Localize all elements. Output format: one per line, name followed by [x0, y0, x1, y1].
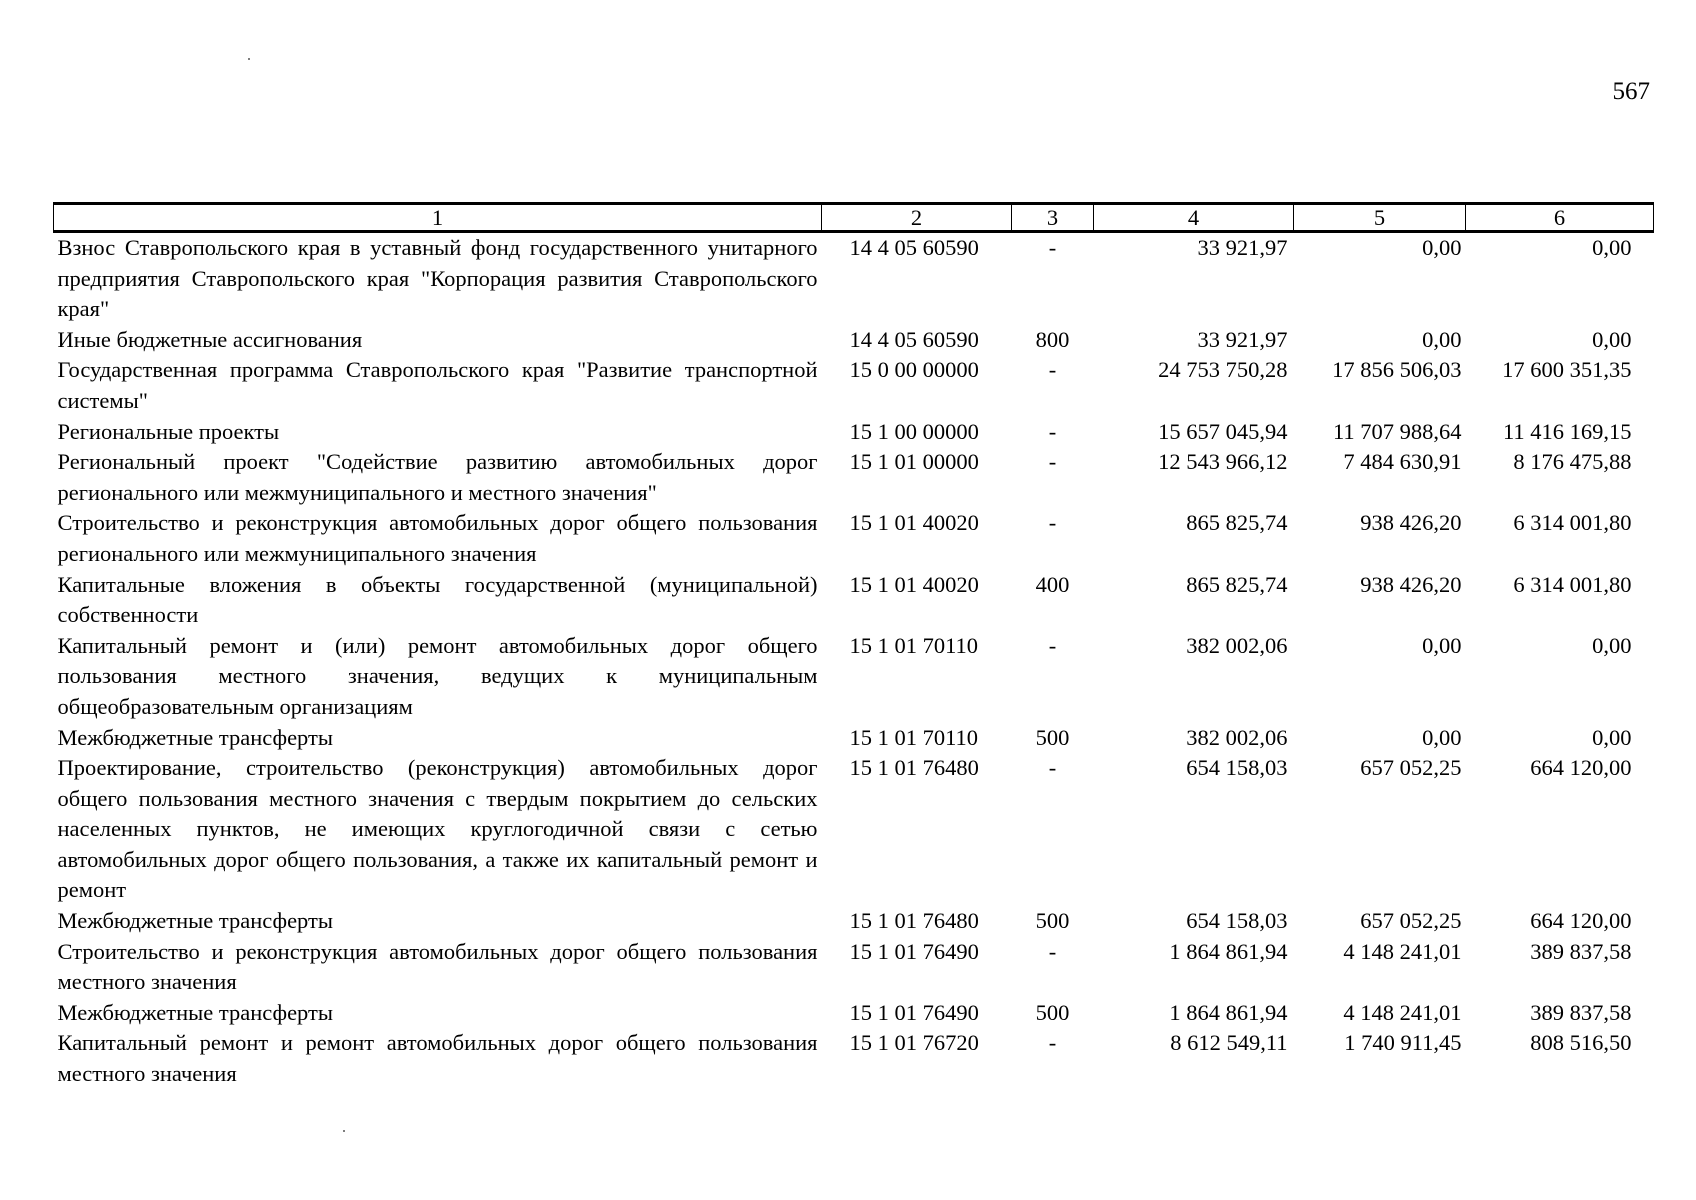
row-amount-col6: 17 600 351,35	[1502, 357, 1632, 383]
row-amount-col6: 8 176 475,88	[1513, 449, 1632, 475]
row-amount-col5: 0,00	[1422, 724, 1462, 750]
row-expense-type: -	[1048, 235, 1057, 260]
table-row	[54, 937, 1654, 998]
row-amount-col4: 1 864 861,94	[1169, 938, 1288, 964]
table-row	[54, 355, 1654, 416]
table-row	[54, 998, 1654, 1029]
row-amount-col5: 0,00	[1422, 326, 1462, 352]
row-amount-col5: 938 426,20	[1360, 571, 1462, 597]
row-amount-col5: 17 856 506,03	[1332, 357, 1462, 383]
row-name: Межбюджетные трансферты	[57, 999, 333, 1025]
row-amount-col6: 808 516,50	[1530, 1030, 1632, 1056]
page-number: 567	[1612, 78, 1650, 105]
row-amount-col6: 11 416 169,15	[1502, 418, 1632, 444]
table-row	[54, 417, 1654, 448]
table-row	[54, 631, 1654, 723]
table-row	[54, 1028, 1654, 1089]
table-row	[54, 723, 1654, 754]
row-amount-col6: 6 314 001,80	[1513, 571, 1632, 597]
row-amount-col4: 654 158,03	[1186, 755, 1288, 781]
table-row	[54, 508, 1654, 569]
row-target-code: 15 1 01 76490	[849, 938, 979, 964]
scan-speck	[343, 1130, 345, 1132]
budget-table	[53, 202, 1654, 1090]
column-header-1: 1	[54, 204, 822, 232]
table-body	[54, 232, 1654, 1090]
row-expense-type: -	[1048, 357, 1057, 383]
row-expense-type: -	[1048, 632, 1057, 658]
row-target-code: 15 1 01 76480	[849, 755, 979, 781]
row-name: Иные бюджетные ассигнования	[57, 326, 363, 352]
row-target-code: 14 4 05 60590	[849, 235, 979, 260]
row-target-code: 15 1 01 70110	[849, 724, 979, 750]
row-expense-type: 500	[1035, 908, 1070, 934]
row-amount-col4: 654 158,03	[1186, 908, 1288, 934]
row-target-code: 15 1 01 00000	[849, 449, 979, 475]
row-amount-col5: 7 484 630,91	[1343, 449, 1462, 475]
column-header-5: 5	[1294, 204, 1466, 232]
row-expense-type: 400	[1035, 571, 1070, 597]
table-row	[54, 447, 1654, 508]
row-amount-col4: 382 002,06	[1186, 632, 1288, 658]
row-amount-col4: 1 864 861,94	[1169, 999, 1288, 1025]
row-amount-col4: 24 753 750,28	[1158, 357, 1288, 383]
column-header-2: 2	[822, 204, 1012, 232]
table-row	[54, 570, 1654, 631]
row-target-code: 15 1 00 00000	[849, 418, 979, 444]
row-target-code: 15 1 01 40020	[849, 571, 979, 597]
row-target-code: 15 1 01 76490	[849, 999, 979, 1025]
row-amount-col6: 664 120,00	[1530, 908, 1632, 934]
row-name: Межбюджетные трансферты	[57, 724, 333, 750]
row-target-code: 15 1 01 76480	[849, 908, 979, 934]
row-name: Капитальный ремонт и (или) ремонт автомобильных дорог общего пользования местного значения, ведущих к муниципальным общеобразовательным организациям	[57, 632, 818, 719]
row-amount-col6: 389 837,58	[1530, 999, 1632, 1025]
row-name: Региональный проект "Содействие развитию автомобильных дорог регионального или межмуниципального и местного значения"	[57, 449, 818, 505]
row-amount-col5: 1 740 911,45	[1344, 1030, 1462, 1056]
row-amount-col6: 0,00	[1592, 326, 1632, 352]
header-row	[54, 204, 1654, 232]
row-expense-type: 800	[1035, 326, 1070, 352]
table-row	[54, 753, 1654, 906]
row-amount-col6: 664 120,00	[1530, 755, 1632, 781]
row-name: Капитальные вложения в объекты государственной (муниципальной) собственности	[57, 571, 818, 628]
row-amount-col6: 389 837,58	[1530, 938, 1632, 964]
row-target-code: 15 0 00 00000	[849, 357, 979, 383]
row-amount-col5: 938 426,20	[1360, 510, 1462, 536]
row-amount-col4: 12 543 966,12	[1158, 449, 1288, 475]
row-amount-col4: 8 612 549,11	[1170, 1030, 1288, 1056]
row-amount-col5: 4 148 241,01	[1343, 938, 1462, 964]
table-header	[54, 204, 1654, 232]
row-name: Государственная программа Ставропольского края "Развитие транспортной системы"	[57, 357, 818, 413]
table-row	[54, 325, 1654, 356]
row-expense-type: 500	[1035, 724, 1070, 750]
row-name: Проектирование, строительство (реконструкция) автомобильных дорог общего пользования местного значения с твердым покрытием до сельских населенных пунктов, не имеющих круглогодичной связи с сетью автомобильных дорог общего пользования, а также их капитальный ремонт и ремонт	[57, 755, 818, 903]
row-amount-col5: 0,00	[1422, 235, 1462, 260]
row-amount-col5: 657 052,25	[1360, 908, 1462, 934]
row-amount-col6: 0,00	[1592, 632, 1632, 658]
row-target-code: 15 1 01 76720	[849, 1030, 979, 1056]
row-expense-type: -	[1048, 1030, 1057, 1056]
scan-speck	[248, 58, 250, 60]
table-row	[54, 906, 1654, 937]
row-amount-col5: 11 707 988,64	[1332, 418, 1462, 444]
row-name: Капитальный ремонт и ремонт автомобильных дорог общего пользования местного значения	[57, 1030, 818, 1087]
row-target-code: 15 1 01 40020	[849, 510, 979, 536]
row-amount-col5: 0,00	[1422, 632, 1462, 658]
row-amount-col5: 657 052,25	[1360, 755, 1462, 781]
column-header-3: 3	[1012, 204, 1094, 232]
row-name: Межбюджетные трансферты	[57, 908, 333, 934]
row-amount-col5: 4 148 241,01	[1343, 999, 1462, 1025]
row-amount-col4: 33 921,97	[1197, 235, 1288, 260]
column-header-4: 4	[1094, 204, 1294, 232]
table-row	[54, 232, 1654, 325]
row-expense-type: -	[1048, 449, 1057, 475]
row-expense-type: -	[1048, 510, 1057, 536]
row-amount-col6: 6 314 001,80	[1513, 510, 1632, 536]
row-amount-col6: 0,00	[1592, 235, 1632, 260]
row-amount-col6: 0,00	[1592, 724, 1632, 750]
row-target-code: 15 1 01 70110	[849, 632, 979, 658]
column-header-6: 6	[1466, 204, 1654, 232]
row-expense-type: 500	[1035, 999, 1070, 1025]
row-amount-col4: 15 657 045,94	[1158, 418, 1288, 444]
row-expense-type: -	[1048, 938, 1057, 964]
row-target-code: 14 4 05 60590	[849, 326, 979, 352]
row-name: Региональные проекты	[57, 418, 280, 444]
row-amount-col4: 382 002,06	[1186, 724, 1288, 750]
row-expense-type: -	[1048, 418, 1057, 444]
row-amount-col4: 33 921,97	[1197, 326, 1288, 352]
row-expense-type: -	[1048, 755, 1057, 781]
row-name: Строительство и реконструкция автомобильных дорог общего пользования регионального или межмуниципального значения	[57, 510, 818, 566]
row-amount-col4: 865 825,74	[1186, 510, 1288, 536]
row-amount-col4: 865 825,74	[1186, 571, 1288, 597]
row-name: Взнос Ставропольского края в уставный фонд государственного унитарного предприятия Ставропольского края "Корпорация развития Ставропольского края"	[57, 235, 818, 322]
row-name: Строительство и реконструкция автомобильных дорог общего пользования местного значения	[57, 938, 818, 995]
